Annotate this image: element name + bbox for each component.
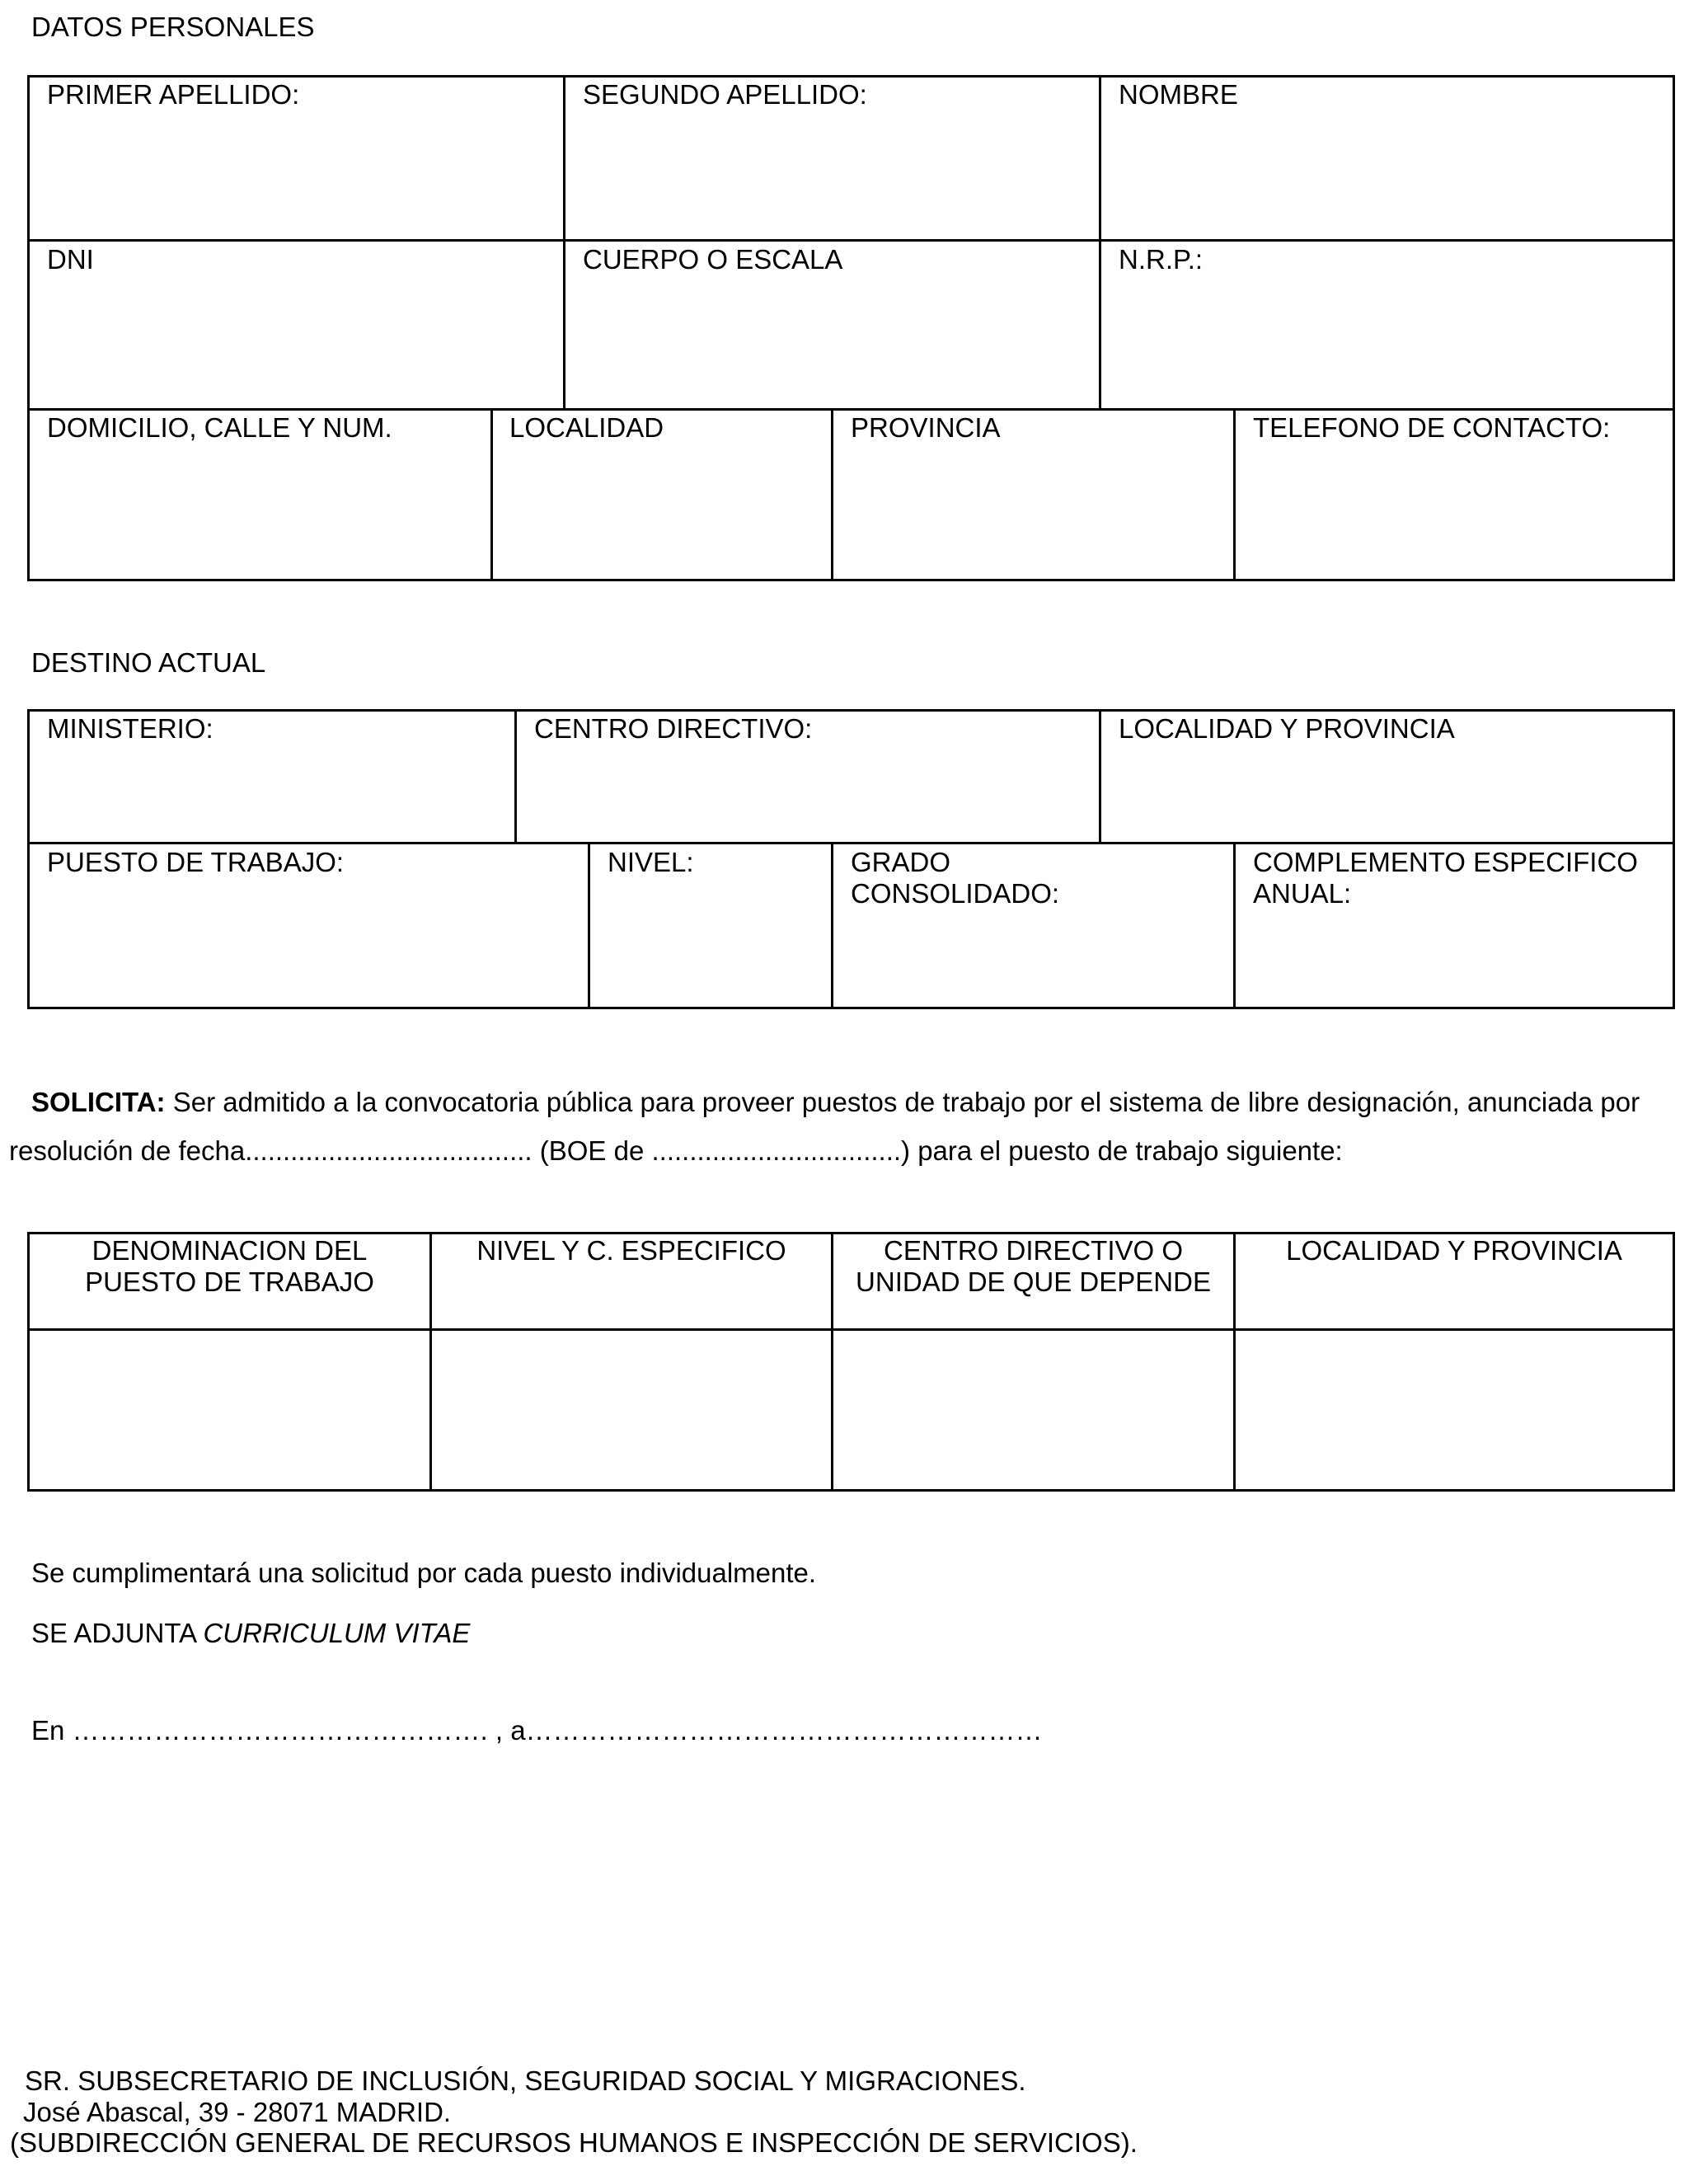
header-centro-line2: UNIDAD DE QUE DEPENDE [856, 1266, 1211, 1297]
request-paragraph-line1 [31, 1087, 1640, 1118]
row-divider [27, 408, 1675, 411]
col-divider [588, 842, 590, 1009]
field-nombre[interactable]: NOMBRE [1119, 79, 1238, 110]
section-title-current: DESTINO ACTUAL [31, 647, 266, 678]
field-nivel[interactable]: NIVEL: [608, 847, 694, 877]
field-complemento-especifico[interactable] [1253, 847, 1638, 909]
field-telefono[interactable]: TELEFONO DE CONTACTO: [1253, 412, 1611, 443]
col-divider [1099, 75, 1101, 409]
header-centro-directivo [833, 1235, 1233, 1298]
complemento-line1: COMPLEMENTO ESPECIFICO [1253, 847, 1638, 877]
header-localidad-provincia: LOCALIDAD Y PROVINCIA [1286, 1235, 1622, 1266]
header-denominacion-line1: DENOMINACION DEL [92, 1235, 368, 1266]
col-divider [514, 709, 517, 843]
solicita-label: SOLICITA: [31, 1087, 166, 1117]
cell-denominacion-input[interactable] [30, 1331, 429, 1489]
field-localidad-provincia[interactable]: LOCALIDAD Y PROVINCIA [1119, 713, 1455, 744]
personal-data-table [27, 75, 1675, 581]
field-dni[interactable]: DNI [47, 244, 94, 275]
attachment-line [31, 1618, 470, 1649]
complemento-line2: ANUAL: [1253, 877, 1352, 909]
col-divider [1233, 842, 1236, 1009]
col-divider [563, 75, 565, 409]
field-centro-directivo[interactable]: CENTRO DIRECTIVO: [534, 713, 813, 744]
col-divider [1099, 709, 1101, 843]
col-divider [1233, 408, 1236, 581]
field-primer-apellido[interactable]: PRIMER APELLIDO: [47, 79, 300, 110]
footer-address: José Abascal, 39 - 28071 MADRID. [23, 2097, 452, 2127]
request-text-line1: Ser admitido a la convocatoria pública para proveer puestos de trabajo por el sistema de libre designación, anunciada por [165, 1087, 1640, 1117]
field-domicilio[interactable]: DOMICILIO, CALLE Y NUM. [47, 412, 392, 443]
col-divider [490, 408, 493, 581]
cell-localidad-input[interactable] [1236, 1331, 1673, 1489]
place-date-line[interactable]: En ………………………………………. , a………………………………………………… [31, 1715, 1043, 1746]
field-grado-consolidado[interactable] [851, 847, 1059, 909]
footer-addressee: SR. SUBSECRETARIO DE INCLUSIÓN, SEGURIDAD SOCIAL Y MIGRACIONES. [25, 2065, 1026, 2096]
header-denominacion [30, 1235, 429, 1298]
note-text: Se cumplimentará una solicitud por cada puesto individualmente. [31, 1558, 817, 1588]
field-localidad[interactable]: LOCALIDAD [509, 412, 664, 443]
field-nrp[interactable]: N.R.P.: [1119, 244, 1204, 275]
request-text-line2: resolución de fecha...................................... (BOE de .................................) para el puesto de trabajo siguiente: [9, 1135, 1343, 1166]
header-denominacion-line2: PUESTO DE TRABAJO [85, 1266, 374, 1297]
curriculum-vitae-label: CURRICULUM VITAE [203, 1618, 471, 1648]
field-segundo-apellido[interactable]: SEGUNDO APELLIDO: [583, 79, 867, 110]
field-puesto-trabajo[interactable]: PUESTO DE TRABAJO: [47, 847, 345, 877]
cell-nivel-input[interactable] [432, 1331, 831, 1489]
col-divider [831, 842, 833, 1009]
row-divider [27, 239, 1675, 242]
col-divider [831, 408, 833, 581]
row-divider [27, 842, 1675, 844]
cell-centro-input[interactable] [833, 1331, 1233, 1489]
field-cuerpo-escala[interactable]: CUERPO O ESCALA [583, 244, 843, 275]
footer-department: (SUBDIRECCIÓN GENERAL DE RECURSOS HUMANOS E INSPECCIÓN DE SERVICIOS). [10, 2127, 1138, 2158]
section-title-personal: DATOS PERSONALES [31, 12, 315, 42]
header-nivel-especifico: NIVEL Y C. ESPECIFICO [476, 1235, 786, 1266]
field-provincia[interactable]: PROVINCIA [851, 412, 1001, 443]
header-centro-line1: CENTRO DIRECTIVO O [883, 1235, 1184, 1266]
field-ministerio[interactable]: MINISTERIO: [47, 713, 214, 744]
attachment-label: SE ADJUNTA [31, 1618, 204, 1648]
grado-line2: CONSOLIDADO: [851, 877, 1060, 909]
grado-line1: GRADO [851, 847, 951, 877]
